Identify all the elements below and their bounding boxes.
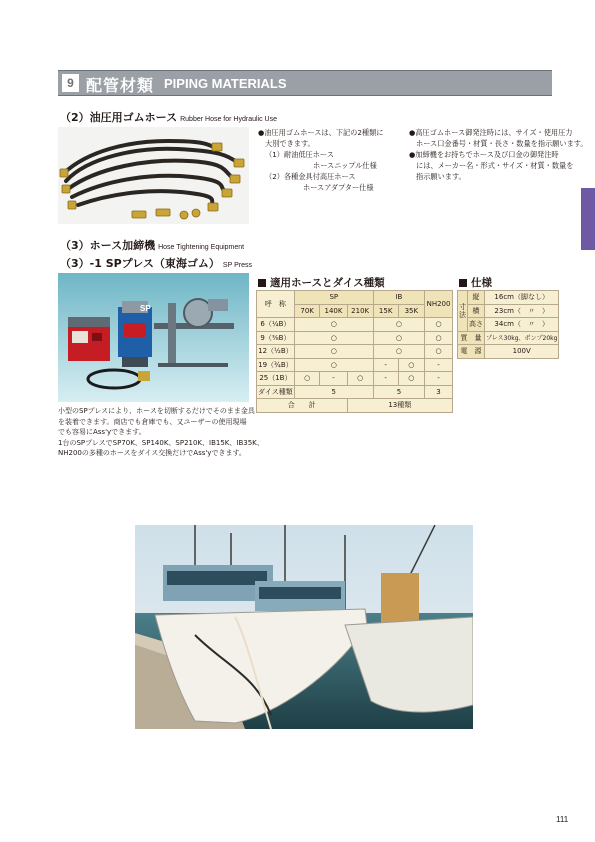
- cell-ib35: ○: [398, 372, 425, 386]
- note-line: ●油圧用ゴムホースは、下記の2種類に: [258, 128, 384, 137]
- description-line: 小型のSPプレスにより、ホースを切断するだけでそのまま金具: [58, 407, 255, 415]
- description-line: 1台のSPプレスでSP70K、SP140K、SP210K、IB15K、IB35K、: [58, 438, 264, 447]
- section3-subtitle: [60, 255, 252, 271]
- cell-ib: ○: [373, 318, 424, 332]
- subhead-70k: 70K: [294, 304, 320, 318]
- table-row: [458, 331, 559, 345]
- section-number-badge: 9: [62, 74, 79, 92]
- side-index-tab: [581, 188, 595, 250]
- page-title-jp: 配管材類: [86, 76, 155, 95]
- description-line: を装着できます。商店でも倉庫でも、又ユーザーの使用現場: [58, 417, 247, 426]
- note-line: ホースニップル仕様: [313, 161, 377, 170]
- row-label: 12（½B）: [257, 345, 295, 359]
- row-label: 19（¾B）: [257, 358, 295, 372]
- description-line: NH200の多種のホースをダイス交換だけでAss'yできます。: [58, 449, 246, 457]
- cell-nh: ○: [425, 331, 453, 345]
- spec-table-title: [459, 275, 492, 290]
- section2-title-en: Rubber Hose for Hydraulic Use: [180, 116, 277, 123]
- subhead-15k: 15K: [373, 304, 398, 318]
- fishing-boat-illustration: [135, 525, 473, 729]
- spec-table-title-text: 仕様: [471, 277, 492, 289]
- hose-table: [256, 290, 453, 413]
- spec-label: 横: [468, 304, 485, 318]
- note-line: ホース口金番号・材質・長さ・数量を指示願います。: [416, 139, 588, 148]
- hose-table-corner: 呼 称: [257, 291, 295, 318]
- cell-nh: -: [425, 358, 453, 372]
- spec-label: 高さ: [468, 318, 485, 332]
- group-nh200: NH200: [425, 291, 453, 318]
- note-line: ホースアダプター仕様: [303, 183, 374, 192]
- cell-ib35: ○: [398, 358, 425, 372]
- note-line: 指示願います。: [416, 172, 466, 181]
- fishing-boat-photo: [135, 525, 473, 729]
- note-line: （1）耐油低圧ホース: [265, 150, 334, 159]
- cell-ib15: -: [373, 372, 398, 386]
- group-ib: IB: [373, 291, 424, 305]
- cell-sp140: -: [320, 372, 347, 386]
- total-label: 合 計: [257, 399, 348, 413]
- row-label: 25（1B）: [257, 372, 295, 386]
- cell-sp: ○: [294, 318, 373, 332]
- table-row: [257, 345, 453, 359]
- dies-sp: 5: [294, 385, 373, 399]
- note-line: （2）各種金具付高圧ホース: [265, 172, 356, 181]
- spec-label: 縦: [468, 291, 485, 305]
- spec-value: プレス30kg、ポンプ20kg: [485, 331, 559, 345]
- cell-ib: ○: [373, 345, 424, 359]
- spec-value: 100V: [485, 345, 559, 359]
- description-line: でも容易にAss'yできます。: [58, 428, 146, 436]
- page-number: 111: [556, 815, 569, 824]
- section2-notes-right: [409, 127, 588, 182]
- note-line: 大別できます。: [265, 139, 315, 148]
- cell-sp: ○: [294, 331, 373, 345]
- table-row: [458, 345, 559, 359]
- section3-title-jp: （3）ホース加締機: [60, 239, 156, 252]
- table-row: [257, 331, 453, 345]
- row-label: 6（¼B）: [257, 318, 295, 332]
- table-row: [458, 304, 559, 318]
- dies-nh: 3: [425, 385, 453, 399]
- square-bullet-icon: [459, 279, 467, 287]
- table-row: [458, 291, 559, 305]
- subhead-210k: 210K: [347, 304, 373, 318]
- square-bullet-icon: [258, 279, 266, 287]
- section3-title-en: Hose Tightening Equipment: [158, 244, 245, 251]
- total-row: [257, 399, 453, 413]
- cell-ib: ○: [373, 331, 424, 345]
- cell-ib15: -: [373, 358, 398, 372]
- section3-subtitle-jp: （3）-1 SPプレス（東海ゴム）: [60, 257, 220, 270]
- cell-sp70: ○: [294, 372, 320, 386]
- group-sp: SP: [294, 291, 373, 305]
- spec-label: 電 源: [458, 345, 485, 359]
- table-row: [257, 372, 453, 386]
- hose-table-title: [258, 275, 385, 290]
- hose-table-title-text: 適用ホースとダイス種類: [270, 277, 385, 289]
- spec-value: 23cm（ 〃 ）: [485, 304, 559, 318]
- total-value: 13種類: [347, 399, 452, 413]
- cell-nh: ○: [425, 318, 453, 332]
- spec-table: [457, 290, 559, 359]
- dies-row: [257, 385, 453, 399]
- dies-ib: 5: [373, 385, 424, 399]
- page-title-en: PIPING MATERIALS: [164, 76, 287, 91]
- table-row: [257, 358, 453, 372]
- subhead-140k: 140K: [320, 304, 347, 318]
- hose-photo: [58, 127, 249, 224]
- sp-press-photo: [58, 273, 249, 402]
- section2-notes-left: [258, 127, 384, 193]
- row-label: 9（⅜B）: [257, 331, 295, 345]
- dimension-label: 寸法: [458, 291, 468, 332]
- section3-subtitle-en: SP Press: [222, 262, 252, 269]
- section3-title: [60, 237, 244, 253]
- cell-sp210: ○: [347, 372, 373, 386]
- cell-nh: ○: [425, 345, 453, 359]
- note-line: ●高圧ゴムホース御発注時には、サイズ・使用圧力: [409, 128, 573, 137]
- table-row: [257, 318, 453, 332]
- note-line: ●加締機をお持ちでホース及び口金の御発注時: [409, 150, 559, 159]
- spec-label: 質 量: [458, 331, 485, 345]
- note-line: には、メーカー名・形式・サイズ・材質・数量を: [416, 161, 574, 170]
- dies-label: ダイス種類: [257, 385, 295, 399]
- cell-sp: ○: [294, 345, 373, 359]
- table-row: [458, 318, 559, 332]
- cell-sp: ○: [294, 358, 373, 372]
- cell-nh: -: [425, 372, 453, 386]
- section2-title-jp: （2）油圧用ゴムホース: [60, 111, 178, 124]
- press-label: SP: [140, 304, 151, 313]
- spec-value: 34cm（ 〃 ）: [485, 318, 559, 332]
- section3-description: [58, 406, 264, 459]
- section2-title: [60, 109, 277, 125]
- sp-press-illustration: [58, 273, 249, 402]
- spec-value: 16cm（脚なし）: [485, 291, 559, 305]
- hose-illustration: [58, 127, 249, 224]
- subhead-35k: 35K: [398, 304, 425, 318]
